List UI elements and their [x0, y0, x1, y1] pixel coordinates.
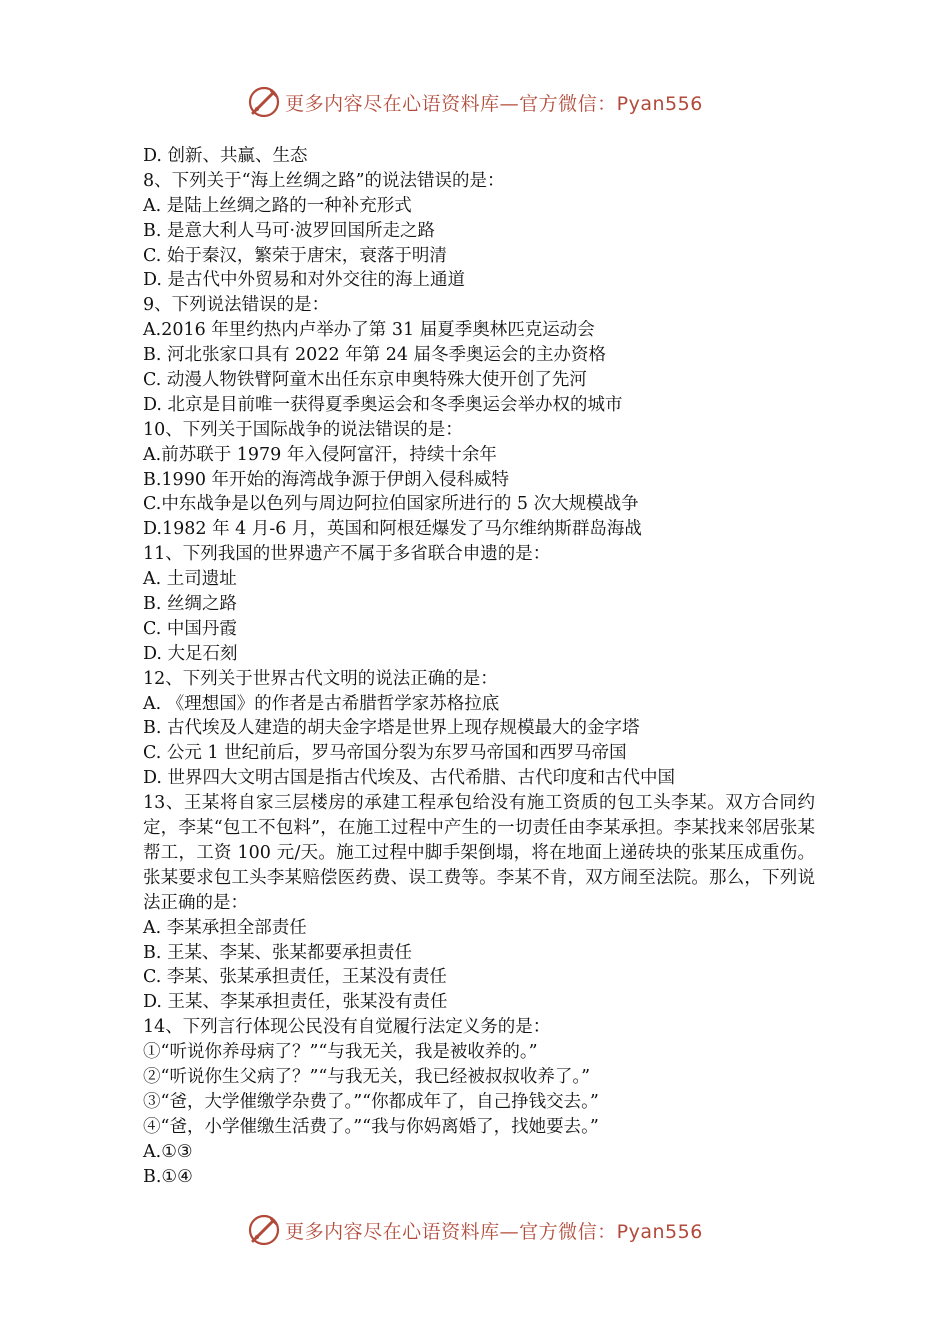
watermark-text: 更多内容尽在心语资料库—官方微信：Pyan556	[285, 92, 703, 115]
statement-4: ④“爸，小学催缴生活费了。”“我与你妈离婚了，找她要去。”	[143, 1116, 599, 1137]
header-watermark	[0, 82, 950, 122]
option-a: A.2016 年里约热内卢举办了第 31 届夏季奥林匹克运动会	[143, 320, 595, 341]
option-b: B. 古代埃及人建造的胡夫金字塔是世界上现存规模最大的金字塔	[143, 718, 640, 739]
statement-2: ②“听说你生父病了？”“与我无关，我已经被叔叔收养了。”	[143, 1067, 591, 1088]
question-12: 12、下列关于世界古代文明的说法正确的是：	[143, 668, 498, 689]
option-d: D. 北京是目前唯一获得夏季奥运会和冬季奥运会举办权的城市	[143, 394, 623, 415]
option-c: C.中东战争是以色列与周边阿拉伯国家所进行的 5 次大规模战争	[143, 494, 639, 515]
option-b: B.1990 年开始的海湾战争源于伊朗入侵科威特	[143, 469, 510, 490]
text-line: D. 创新、共赢、生态	[143, 146, 308, 166]
option-c: C. 中国丹霞	[143, 618, 237, 639]
question-11: 11、下列我国的世界遗产不属于多省联合申遗的是：	[143, 544, 551, 565]
option-d: D.1982 年 4 月-6 月，英国和阿根廷爆发了马尔维纳斯群岛海战	[143, 519, 642, 540]
option-c: C. 始于秦汉，繁荣于唐宋，衰落于明清	[143, 245, 447, 266]
question-9: 9、下列说法错误的是：	[143, 295, 330, 316]
question-8: 8、下列关于“海上丝绸之路”的说法错误的是：	[143, 170, 505, 191]
option-b: B. 王某、李某、张某都要承担责任	[143, 942, 412, 963]
option-b: B. 是意大利人马可·波罗回国所走之路	[143, 220, 436, 241]
statement-3: ③“爸，大学催缴学杂费了。”“你都成年了，自己挣钱交去。”	[143, 1091, 599, 1112]
question-14: 14、下列言行体现公民没有自觉履行法定义务的是：	[143, 1017, 551, 1038]
statement-1: ①“听说你养母病了？”“与我无关，我是被收养的。”	[143, 1042, 538, 1063]
option-b: B. 丝绸之路	[143, 594, 237, 615]
option-b: B.①④	[143, 1166, 193, 1187]
option-d: D. 是古代中外贸易和对外交往的海上通道	[143, 270, 466, 291]
option-a: A. 李某承担全部责任	[143, 917, 307, 938]
document-body	[143, 144, 815, 1189]
wechat-id: Pyan556	[616, 92, 703, 115]
option-c: C. 公元 1 世纪前后，罗马帝国分裂为东罗马帝国和西罗马帝国	[143, 743, 627, 764]
option-c: C. 李某、张某承担责任，王某没有责任	[143, 967, 447, 988]
question-10: 10、下列关于国际战争的说法错误的是：	[143, 419, 463, 440]
option-d: D. 大足石刻	[143, 643, 238, 664]
footer-watermark	[0, 1210, 950, 1250]
wechat-id: Pyan556	[616, 1220, 703, 1243]
pen-in-circle-icon	[247, 85, 281, 119]
question-13: 13、王某将自家三层楼房的承建工程承包给没有施工资质的包工头李某。双方合同约定，李某“包工不包料”，在施工过程中产生的一切责任由李某承担。李某找来邻居张某帮工，工资 100 元/天。施工过程中脚手架倒塌，将在地面上递砖块的张某压成重伤。张某要求包工头李某赔偿医药费、误工费等。李某不肯，双方闹至法院。那么，下列说法正确的是：	[143, 793, 815, 913]
option-a: A. 《理想国》的作者是古希腊哲学家苏格拉底	[143, 693, 500, 714]
option-a: A.①③	[143, 1141, 193, 1162]
option-a: A. 是陆上丝绸之路的一种补充形式	[143, 195, 412, 216]
option-b: B. 河北张家口具有 2022 年第 24 届冬季奥运会的主办资格	[143, 345, 607, 366]
option-c: C. 动漫人物铁臂阿童木出任东京申奥特殊大使开创了先河	[143, 370, 587, 391]
option-a: A.前苏联于 1979 年入侵阿富汗，持续十余年	[143, 444, 497, 465]
watermark-text: 更多内容尽在心语资料库—官方微信：Pyan556	[285, 1220, 703, 1243]
option-d: D. 王某、李某承担责任，张某没有责任	[143, 992, 448, 1013]
option-d: D. 世界四大文明古国是指古代埃及、古代希腊、古代印度和古代中国	[143, 768, 676, 789]
option-a: A. 土司遗址	[143, 569, 237, 590]
pen-in-circle-icon	[247, 1213, 281, 1247]
